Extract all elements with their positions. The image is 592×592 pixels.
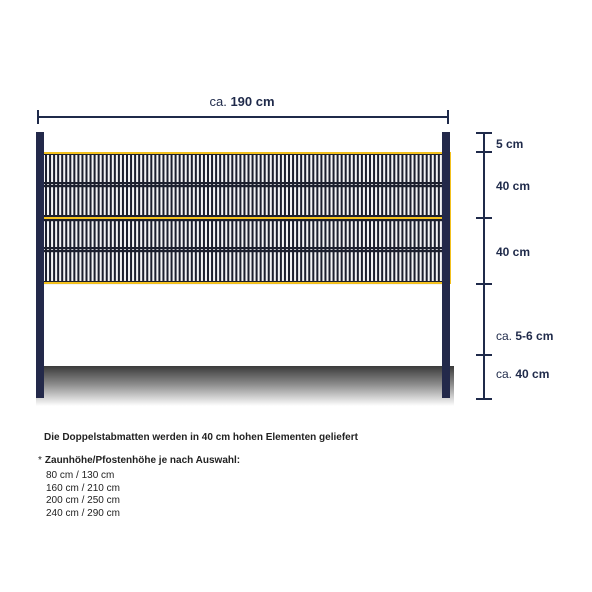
mesh-rail-4 [44,215,446,217]
height-label-2-value: 40 cm [496,179,531,193]
notes [38,432,558,520]
delivery-note: Die Doppelstabmatten werden in 40 cm hohen Elementen geliefert [44,432,358,443]
height-label-4-prefix: ca. [496,329,513,343]
post-left [36,132,44,398]
height-label-2 [496,179,530,193]
mesh-rail-5 [44,219,446,221]
ground [36,366,454,406]
mesh-rail-7 [44,250,446,252]
height-options-heading-text: Zaunhöhe/Pfostenhöhe je nach Auswahl: [44,455,241,466]
width-label [0,94,484,109]
width-dimension [38,110,448,124]
height-label-4 [496,329,553,343]
height-label-3-value: 40 cm [496,245,531,259]
mesh-rail-2 [44,182,446,184]
height-option: 200 cm / 250 cm [46,495,120,506]
height-label-1-value: 5 cm [496,137,524,151]
height-label-5-prefix: ca. [496,367,513,381]
height-label-5-value: 40 cm [515,367,550,381]
height-dimension [476,133,492,399]
post-right [442,132,450,398]
height-label-3 [496,245,530,259]
height-option: 160 cm / 210 cm [46,482,120,494]
height-options-heading [38,455,558,466]
height-label-4-value: 5-6 cm [515,329,554,343]
width-label-value: 190 cm [230,94,275,109]
asterisk: * [38,455,42,466]
height-label-1 [496,137,523,151]
height-option: 80 cm / 130 cm [46,470,115,481]
width-label-prefix: ca. [209,94,227,109]
mesh-rail-3 [44,185,446,187]
height-option: 240 cm / 290 cm [46,507,120,519]
height-label-5 [496,367,549,381]
mesh-rail-6 [44,247,446,249]
